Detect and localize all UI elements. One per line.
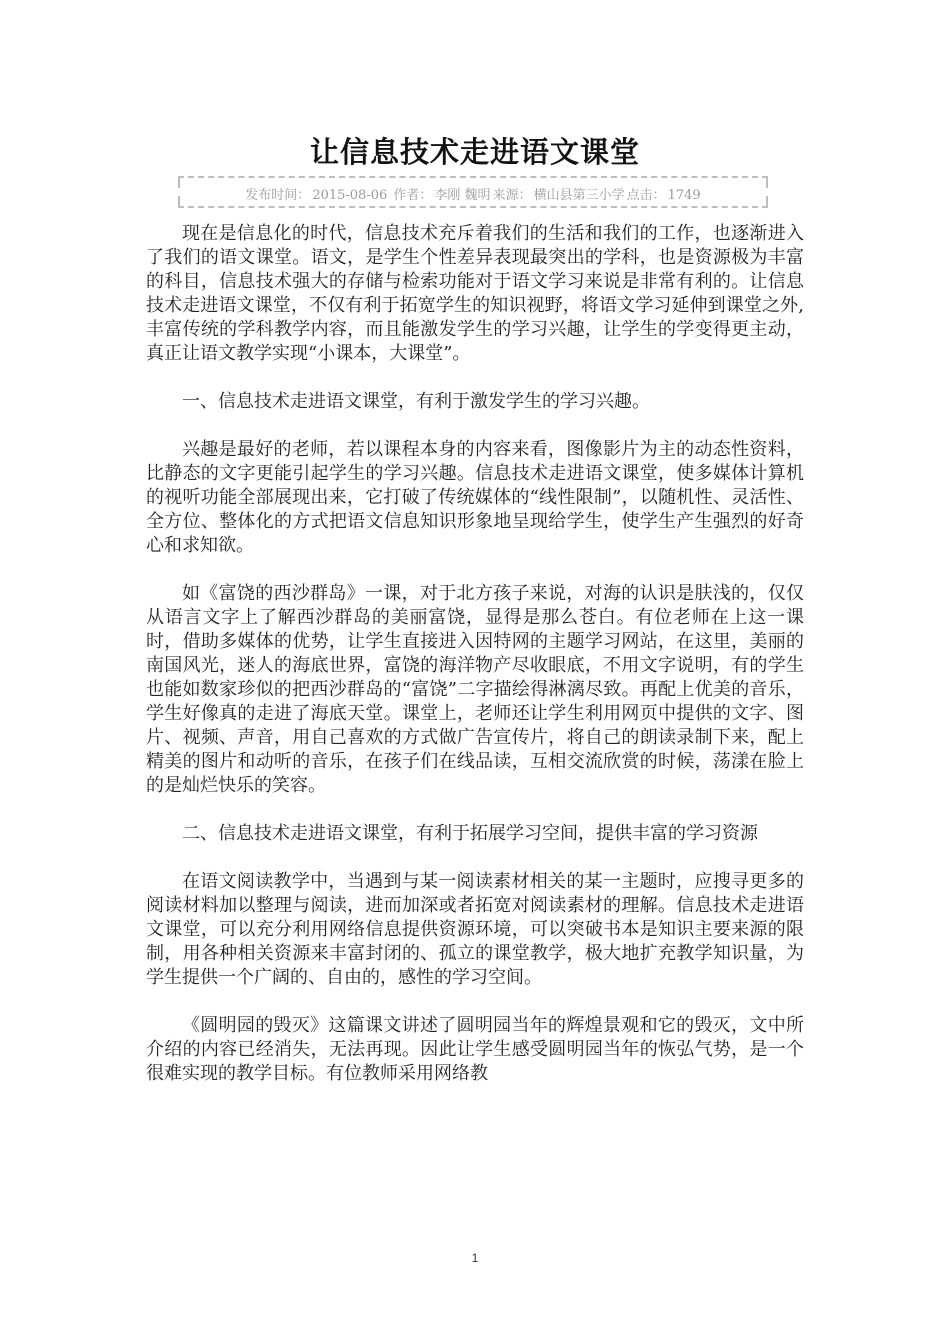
source: 横山县第三小学	[533, 188, 625, 203]
paragraph: 在语文阅读教学中，当遇到与某一阅读素材相关的某一主题时，应搜寻更多的阅读材料加以整理与阅读，进而加深或者拓宽对阅读素材的理解。信息技术走进语文课堂，可以充分利用网络信息提供资源环境，可以突破书本是知识主要来源的限制，用各种相关资源来丰富封闭的、孤立的课堂教学，极大地扩充教学知识量，为学生提供一个广阔的、自由的，感性的学习空间。	[146, 871, 804, 988]
author-label: 作者：	[393, 188, 433, 203]
paragraph: 兴趣是最好的老师，若以课程本身的内容来看，图像影片为主的动态性资料，比静态的文字更能引起学生的学习兴趣。信息技术走进语文课堂，使多媒体计算机的视听功能全部展现出来，它打破了传统媒体的“线性限制”，以随机性、灵活性、全方位、整体化的方式把语文信息知识形象地呈现给学生，使学生产生强烈的好奇心和求知欲。	[146, 439, 804, 556]
source-label: 来源：	[492, 188, 532, 203]
article-meta-box	[178, 176, 768, 208]
clicks-count: 1749	[667, 188, 701, 203]
page-number: 1	[471, 1251, 479, 1265]
paragraph: 《圆明园的毁灭》这篇课文讲述了圆明园当年的辉煌景观和它的毁灭，文中所介绍的内容已经消失，无法再现。因此让学生感受圆明园当年的恢弘气势，是一个很难实现的教学目标。有位教师采用网络教	[146, 1015, 804, 1084]
publish-label: 发布时间：	[245, 188, 311, 203]
author: 李刚 魏明	[434, 188, 491, 203]
page-title: 让信息技术走进语文课堂	[309, 135, 640, 169]
paragraph: 如《富饶的西沙群岛》一课，对于北方孩子来说，对海的认识是肤浅的，仅仅从语言文字上了解西沙群岛的美丽富饶，显得是那么苍白。有位老师在上这一课时，借助多媒体的优势，让学生直接进入因特网的主题学习网站，在这里，美丽的南国风光，迷人的海底世界，富饶的海洋物产尽收眼底，不用文字说明，有的学生也能如数家珍似的把西沙群岛的“富饶”二字描绘得淋漓尽致。再配上优美的音乐，学生好像真的走进了海底天堂。课堂上，老师还让学生利用网页中提供的文字、图片、视频、声音，用自己喜欢的方式做广告宣传片，将自己的朗读录制下来，配上精美的图片和动听的音乐，在孩子们在线品读，互相交流欣赏的时候，荡漾在脸上的是灿烂快乐的笑容。	[146, 583, 804, 796]
article-meta	[178, 184, 768, 203]
publish-date: 2015-08-06	[312, 188, 388, 203]
clicks-label: 点击：	[626, 188, 666, 203]
paragraph: 现在是信息化的时代，信息技术充斥着我们的生活和我们的工作，也逐渐进入了我们的语文课堂。语文，是学生个性差异表现最突出的学科，也是资源极为丰富的科目，信息技术强大的存储与检索功能对于语文学习来说是非常有利的。让信息技术走进语文课堂，不仅有利于拓宽学生的知识视野，将语文学习延伸到课堂之外,丰富传统的学科教学内容，而且能激发学生的学习兴趣，让学生的学变得更主动，真正让语文教学实现“小课本，大课堂”。	[146, 223, 804, 364]
section-heading: 一、信息技术走进语文课堂，有利于激发学生的学习兴趣。	[182, 391, 650, 412]
section-heading: 二、信息技术走进语文课堂，有利于拓展学习空间，提供丰富的学习资源	[182, 823, 758, 844]
article-body	[146, 222, 804, 1110]
